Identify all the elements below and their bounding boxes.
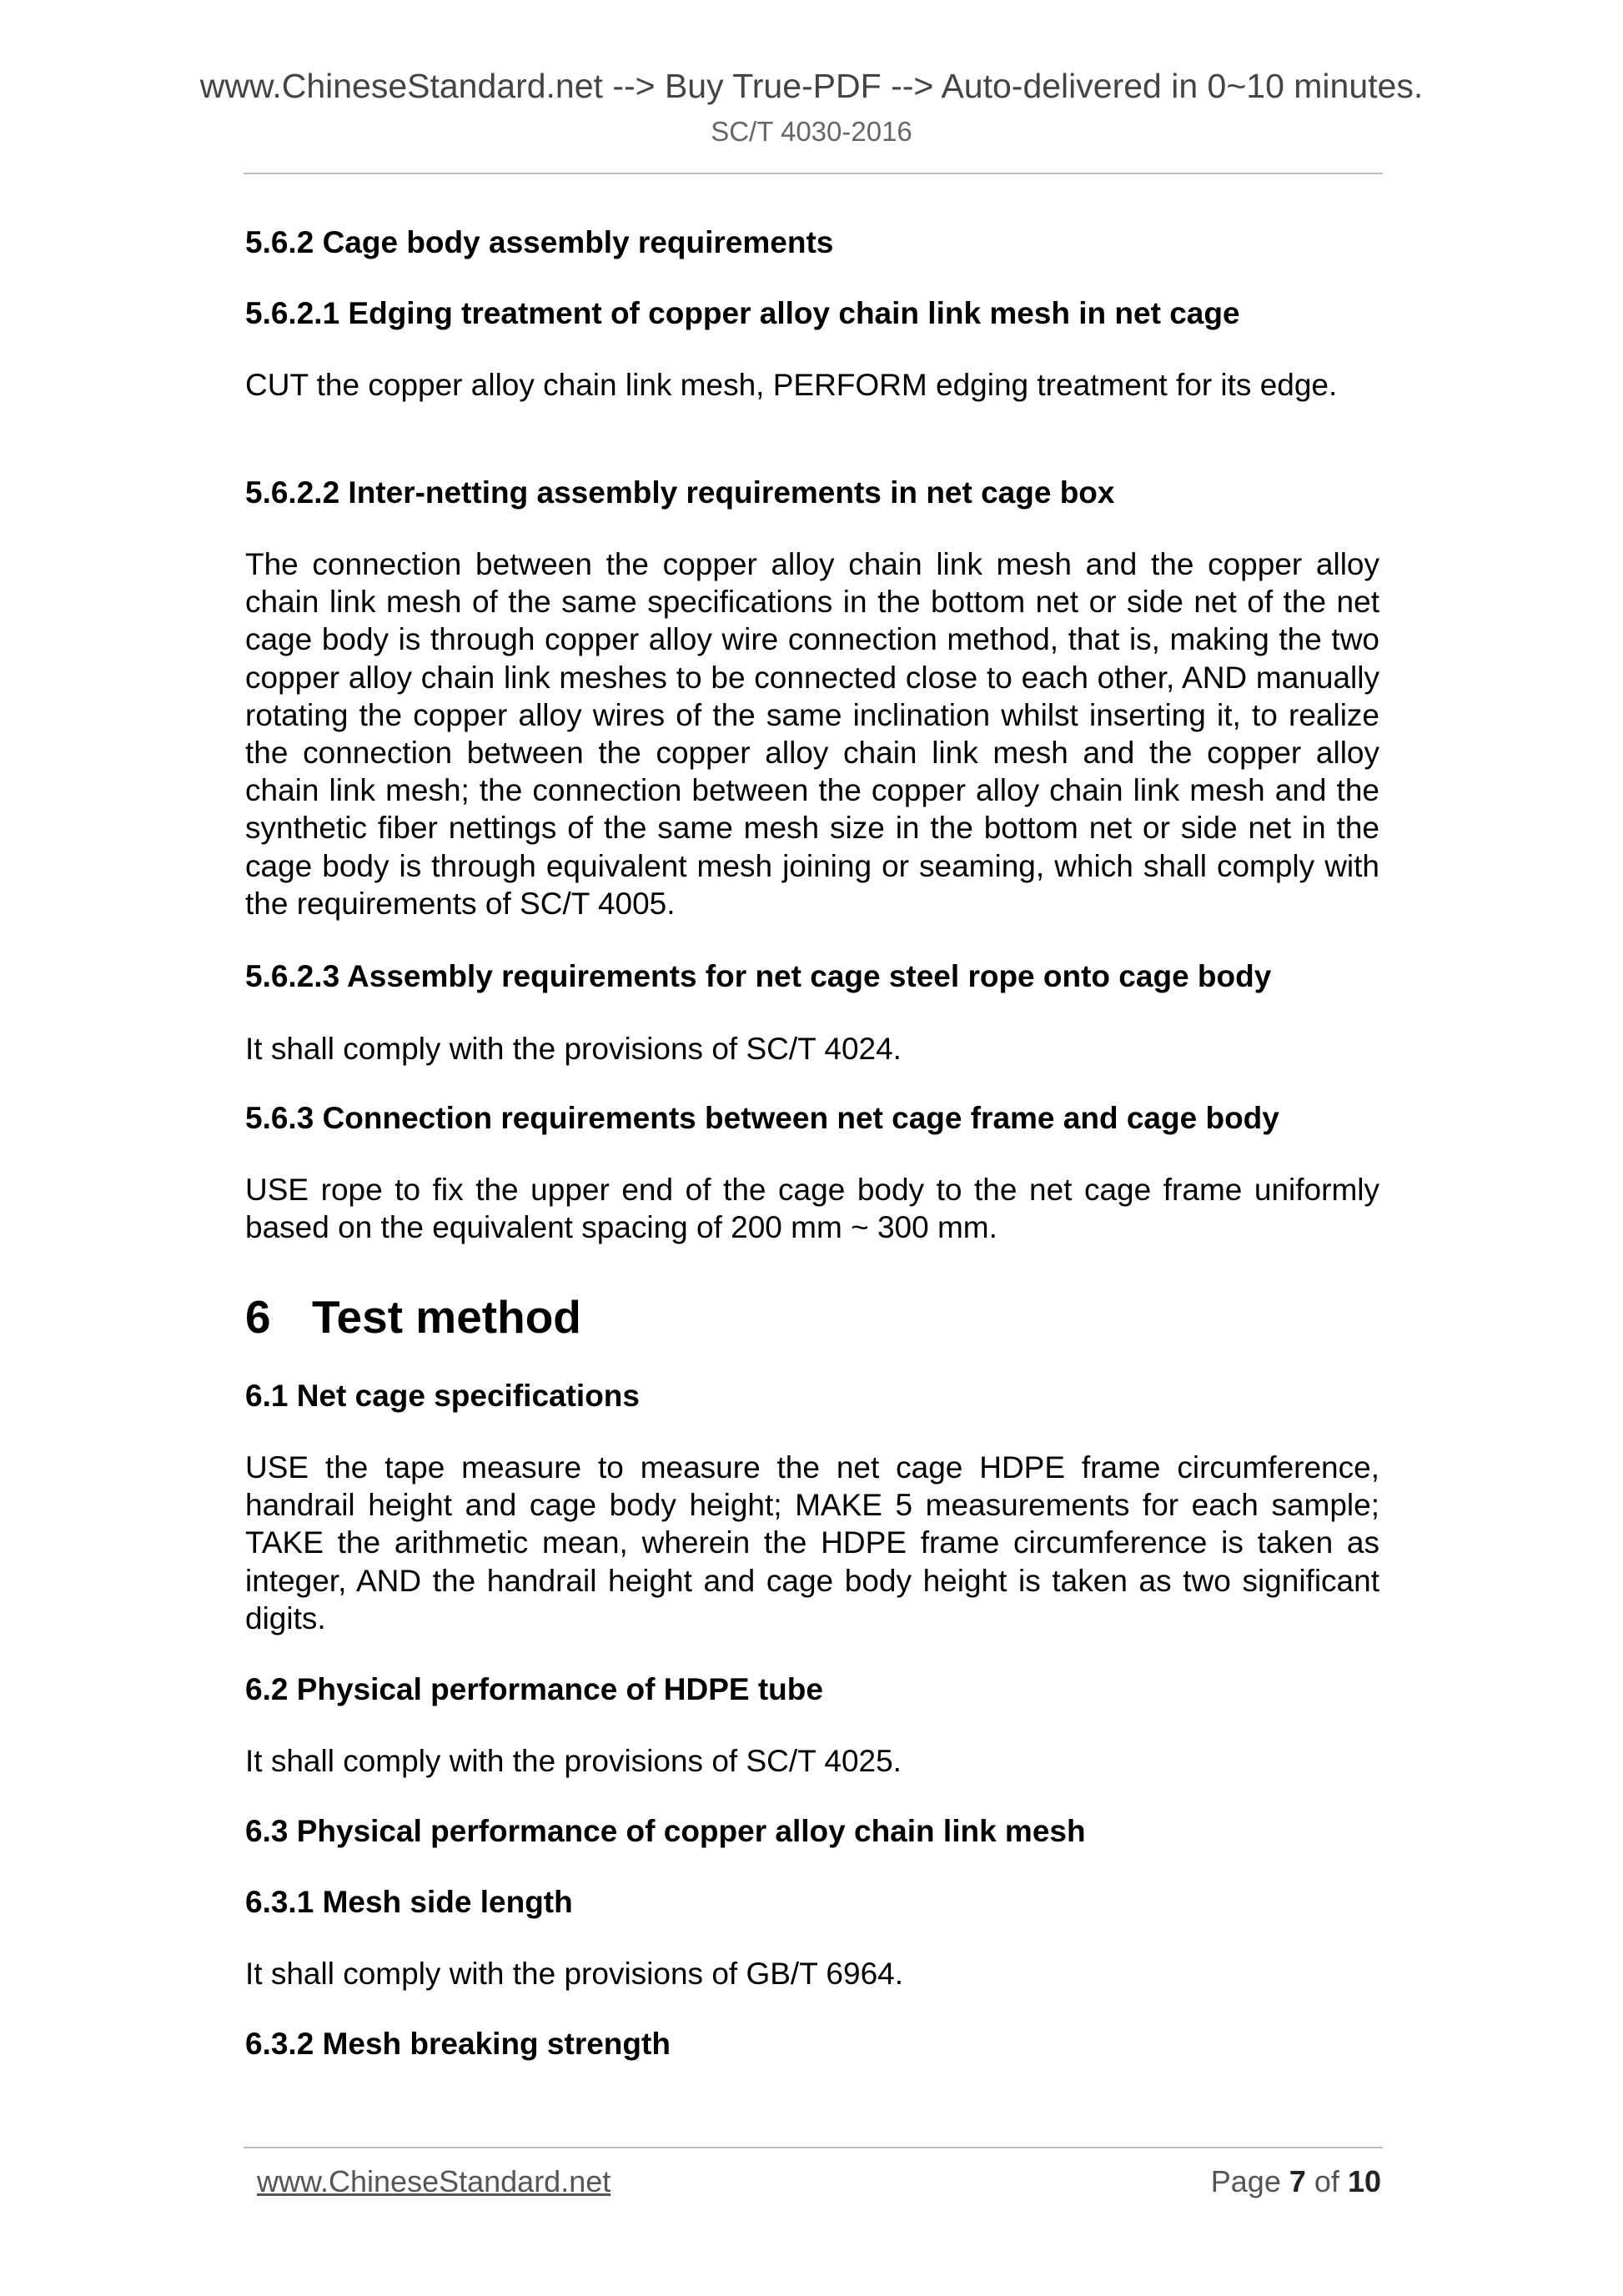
top-banner: www.ChineseStandard.net --> Buy True-PDF --> Auto-delivered in 0~10 minutes. bbox=[199, 67, 1424, 105]
page-current: 7 bbox=[1289, 2164, 1306, 2198]
paragraph-6-2: It shall comply with the provisions of SC/T 4025. bbox=[245, 1744, 902, 1778]
header-divider bbox=[244, 173, 1383, 174]
heading-5-6-2: 5.6.2 Cage body assembly requirements bbox=[245, 225, 834, 259]
paragraph-5-6-2-3: It shall comply with the provisions of SC/T 4024. bbox=[245, 1032, 902, 1066]
footer-site-link[interactable]: www.ChineseStandard.net bbox=[257, 2164, 611, 2198]
paragraph-6-3-1: It shall comply with the provisions of GB/T 6964. bbox=[245, 1957, 904, 1991]
heading-5-6-2-1: 5.6.2.1 Edging treatment of copper alloy chain link mesh in net cage bbox=[245, 296, 1240, 330]
heading-5-6-2-3: 5.6.2.3 Assembly requirements for net cage steel rope onto cage body bbox=[245, 959, 1272, 993]
page-label: Page bbox=[1210, 2164, 1281, 2198]
heading-6-3-2: 6.3.2 Mesh breaking strength bbox=[245, 2027, 671, 2061]
page-number bbox=[1211, 2163, 1381, 2200]
paragraph-5-6-3: USE rope to fix the upper end of the cage body to the net cage frame uniformly based on the equivalent spacing of 200 mm ~ 300 mm. bbox=[245, 1173, 1379, 1245]
heading-5-6-3: 5.6.3 Connection requirements between net cage frame and cage body bbox=[245, 1101, 1279, 1135]
page-of: of bbox=[1314, 2164, 1339, 2198]
heading-6-3-1: 6.3.1 Mesh side length bbox=[245, 1885, 573, 1919]
heading-6-1: 6.1 Net cage specifications bbox=[245, 1379, 640, 1413]
paragraph-5-6-2-1: CUT the copper alloy chain link mesh, PERFORM edging treatment for its edge. bbox=[245, 368, 1338, 402]
heading-6-number: 6 bbox=[245, 1291, 271, 1343]
document-code: SC/T 4030-2016 bbox=[711, 116, 912, 147]
heading-6-title: Test method bbox=[312, 1291, 581, 1343]
page-total: 10 bbox=[1347, 2164, 1381, 2198]
heading-6 bbox=[245, 1290, 581, 1344]
paragraph-6-1: USE the tape measure to measure the net cage HDPE frame circumference, handrail height and cage body height; MAKE 5 measurements for each sample; TAKE the arithmetic mean, wherein the HDPE frame circumference is taken as integer, AND the handrail height and cage body height is taken as two significant digits. bbox=[245, 1450, 1379, 1635]
heading-6-3: 6.3 Physical performance of copper alloy chain link mesh bbox=[245, 1814, 1086, 1848]
paragraph-5-6-2-2: The connection between the copper alloy chain link mesh and the copper alloy chain link mesh of the same specifications in the bottom net or side net of the net cage body is through copper alloy wire connection method, that is, making the two copper alloy chain link meshes to be connected close to each other, AND manually rotating the copper alloy wires of the same inclination whilst inserting it, to realize the connection between the copper alloy chain link mesh and the copper alloy chain link mesh; the connection between the copper alloy chain link mesh and the synthetic fiber nettings of the same mesh size in the bottom net or side net in the cage body is through equivalent mesh joining or seaming, which shall comply with the requirements of SC/T 4005. bbox=[245, 547, 1379, 921]
heading-6-2: 6.2 Physical performance of HDPE tube bbox=[245, 1672, 823, 1706]
heading-5-6-2-2: 5.6.2.2 Inter-netting assembly requirements in net cage box bbox=[245, 475, 1115, 510]
footer-divider bbox=[244, 2147, 1383, 2148]
